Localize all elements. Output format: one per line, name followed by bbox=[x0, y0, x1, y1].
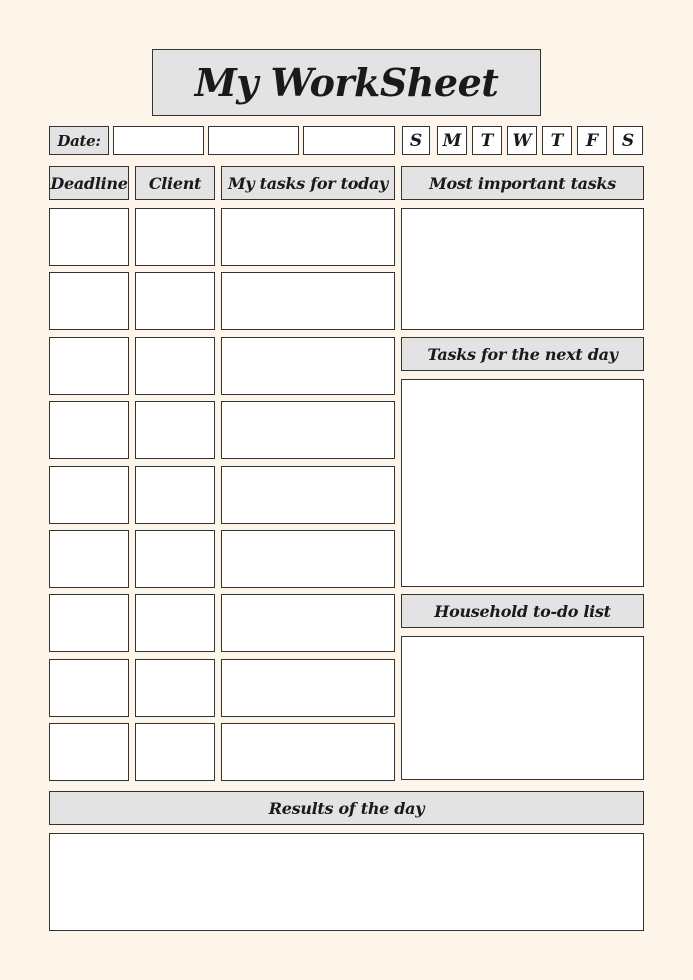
task-cell[interactable] bbox=[221, 337, 395, 395]
task-cell[interactable] bbox=[221, 723, 395, 781]
day-saturday[interactable]: S bbox=[613, 126, 643, 155]
client-header: Client bbox=[135, 166, 215, 200]
date-field-3[interactable] bbox=[303, 126, 395, 155]
day-tuesday[interactable]: T bbox=[472, 126, 502, 155]
deadline-cell[interactable] bbox=[49, 337, 129, 395]
task-cell[interactable] bbox=[221, 594, 395, 652]
client-cell[interactable] bbox=[135, 337, 215, 395]
deadline-cell[interactable] bbox=[49, 530, 129, 588]
household-header: Household to-do list bbox=[401, 594, 644, 628]
client-cell[interactable] bbox=[135, 723, 215, 781]
task-cell[interactable] bbox=[221, 208, 395, 266]
next-day-box[interactable] bbox=[401, 379, 644, 587]
task-cell[interactable] bbox=[221, 530, 395, 588]
deadline-cell[interactable] bbox=[49, 723, 129, 781]
day-friday[interactable]: F bbox=[577, 126, 607, 155]
deadline-cell[interactable] bbox=[49, 466, 129, 524]
date-field-1[interactable] bbox=[113, 126, 204, 155]
deadline-cell[interactable] bbox=[49, 401, 129, 459]
task-cell[interactable] bbox=[221, 401, 395, 459]
client-cell[interactable] bbox=[135, 401, 215, 459]
client-cell[interactable] bbox=[135, 208, 215, 266]
deadline-cell[interactable] bbox=[49, 594, 129, 652]
deadline-cell[interactable] bbox=[49, 272, 129, 330]
deadline-cell[interactable] bbox=[49, 659, 129, 717]
results-box[interactable] bbox=[49, 833, 644, 931]
client-cell[interactable] bbox=[135, 530, 215, 588]
task-cell[interactable] bbox=[221, 466, 395, 524]
day-thursday[interactable]: T bbox=[542, 126, 572, 155]
household-box[interactable] bbox=[401, 636, 644, 780]
next-day-header: Tasks for the next day bbox=[401, 337, 644, 371]
client-cell[interactable] bbox=[135, 659, 215, 717]
client-cell[interactable] bbox=[135, 272, 215, 330]
date-field-2[interactable] bbox=[208, 126, 299, 155]
results-header: Results of the day bbox=[49, 791, 644, 825]
task-cell[interactable] bbox=[221, 272, 395, 330]
deadline-header: Deadline bbox=[49, 166, 129, 200]
most-important-box[interactable] bbox=[401, 208, 644, 330]
date-label: Date: bbox=[49, 126, 109, 155]
page-title: My WorkSheet bbox=[152, 49, 541, 116]
client-cell[interactable] bbox=[135, 466, 215, 524]
day-wednesday[interactable]: W bbox=[507, 126, 537, 155]
tasks-today-header: My tasks for today bbox=[221, 166, 395, 200]
deadline-cell[interactable] bbox=[49, 208, 129, 266]
day-monday[interactable]: M bbox=[437, 126, 467, 155]
task-cell[interactable] bbox=[221, 659, 395, 717]
most-important-header: Most important tasks bbox=[401, 166, 644, 200]
client-cell[interactable] bbox=[135, 594, 215, 652]
day-sunday[interactable]: S bbox=[402, 126, 430, 155]
